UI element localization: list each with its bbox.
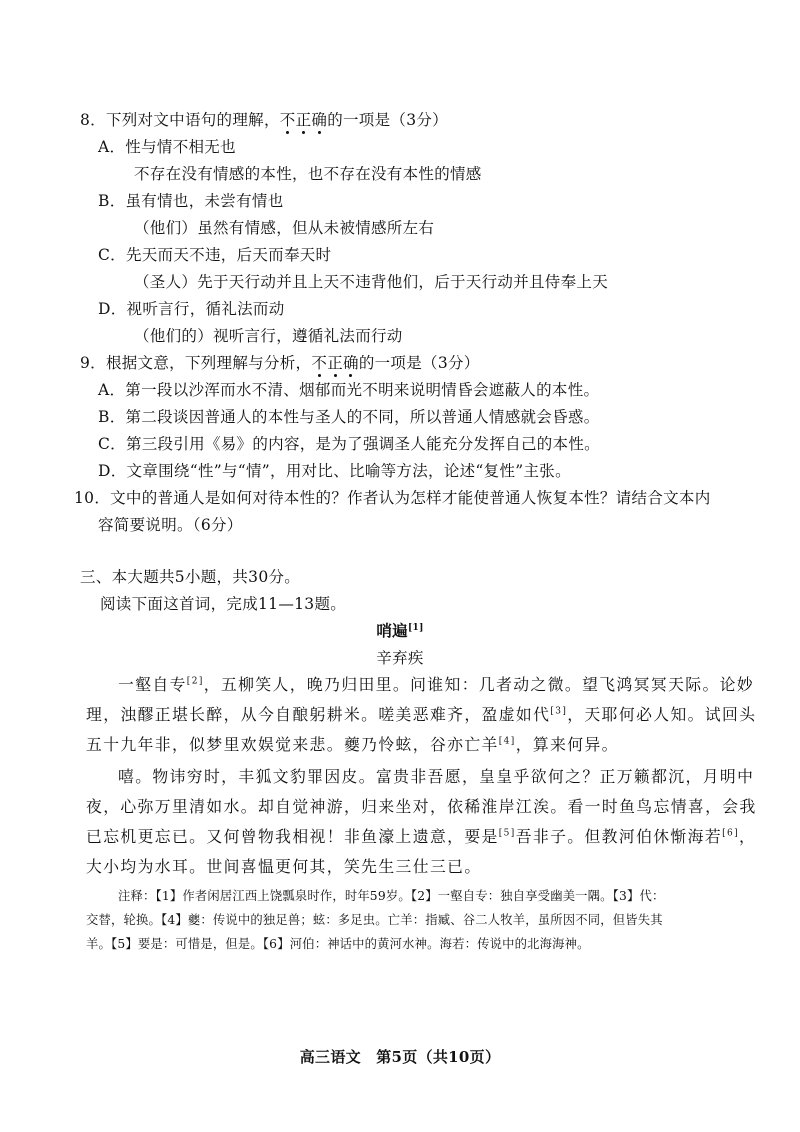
poem-stanza1-line3 — [86, 734, 619, 756]
notes-line2: 交替，轮换。【4】夔：传说中的独足兽；蚿：多足虫。亡羊：指臧、谷二人牧羊，虽所因不同，但皆失其 — [86, 913, 663, 927]
q8-option-c: C．先天而天不违，后天而奉天时 — [98, 246, 332, 264]
emphasis-char: 确 — [311, 111, 328, 129]
q10-stem-line2: 容简要说明。（6分） — [98, 516, 243, 534]
poem-text: ，算来何异。 — [515, 735, 619, 754]
q9-stem-text: 9．根据文意，下列理解与分析， — [80, 354, 312, 372]
q9-option-a: A．第一段以沙浑而水不清、烟郁而光不明来说明情昏会遮蔽人的本性。 — [98, 381, 600, 399]
q9-stem-score: 的一项是（3分） — [358, 354, 480, 372]
poem-author: 辛弃疾 — [376, 649, 424, 667]
poem-text: 理，浊醪正堪长醉，从今自酿躬耕米。嗟美恶难齐，盈虚如代 — [86, 705, 551, 724]
poem-stanza1-line1 — [118, 674, 754, 696]
poem-text: ，天耶何必人知。试回头 — [567, 705, 757, 724]
poem-stanza1-line2 — [86, 704, 756, 726]
notes-line3: 羊。【5】要是：可惜是，但是。【6】河伯：神话中的黄河水神。海若：传说中的北海海神。 — [86, 937, 590, 951]
section3-instruction: 阅读下面这首词，完成11—13题。 — [100, 595, 347, 613]
q8-option-b: B．虽有情也，未尝有情也 — [98, 192, 284, 210]
q8-option-c-explanation: （圣人）先于天行动并且上天不违背他们，后于天行动并且侍奉上天 — [134, 273, 609, 291]
poem-stanza2-line3 — [86, 826, 756, 848]
q9-option-d: D．文章围绕“性”与“情”，用对比、比喻等方法，论述“复性”主张。 — [98, 462, 571, 480]
poem-title-text: 哨遍 — [376, 621, 408, 640]
emphasis-char: 不 — [311, 354, 328, 372]
poem-stanza2-line1: 嘻。物讳穷时，丰狐文豹罪因皮。富贵非吾愿，皇皇乎欲何之？正万籁都沉，月明中 — [118, 767, 755, 786]
page-footer: 高三语文 第5页（共10页） — [299, 1048, 501, 1066]
q8-option-d-explanation: （他们的）视听言行，遵循礼法而行动 — [134, 327, 403, 345]
q10-stem-line1: 10．文中的普通人是如何对待本性的？作者认为怎样才能使普通人恢复本性？请结合文本内 — [74, 489, 711, 507]
emphasis-char: 确 — [343, 354, 359, 372]
poem-stanza2-line2: 夜，心弥万里清如水。却自觉神游，归来坐对，依稀淮岸江涘。看一时鱼鸟忘情喜，会我 — [86, 797, 757, 816]
footnote-ref: [2] — [186, 676, 204, 687]
poem-text: 五十九年非，似梦里欢娱觉来悲。夔乃怜蚿，谷亦亡羊 — [86, 735, 499, 754]
q8-option-b-explanation: （他们）虽然有情感，但从未被情感所左右 — [134, 219, 435, 237]
footnote-ref: [3] — [550, 706, 568, 717]
poem-text: 吾非子。但教河伯休惭海若 — [515, 827, 723, 846]
poem-title — [0, 620, 800, 642]
notes-line1: 注释：【1】作者闲居江西上饶瓢泉时作，时年59岁。【2】一壑自专：独自享受幽美一隅。【3】代： — [118, 889, 665, 903]
q8-stem-text: 8．下列对文中语句的理解， — [80, 111, 280, 129]
q9-option-c: C．第三段引用《易》的内容，是为了强调圣人能充分发挥自己的本性。 — [98, 435, 600, 453]
footnote-ref: [1] — [407, 622, 424, 633]
poem-stanza2-line4: 大小均为水耳。世间喜愠更何其，笑先生三仕三已。 — [86, 857, 482, 876]
poem-text: ， — [739, 827, 757, 846]
q8-option-a: A．性与情不相无也 — [98, 138, 236, 156]
q8-stem-score: 的一项是（3分） — [327, 111, 448, 129]
footnote-ref: [4] — [498, 736, 516, 747]
poem-text: 一壑自专 — [118, 675, 187, 694]
emphasis-char: 正 — [327, 354, 343, 372]
emphasis-char: 正 — [295, 111, 312, 129]
poem-text: ，五柳笑人，晚乃归田里。问谁知：几者动之微。望飞鸿冥冥天际。论妙 — [203, 675, 755, 694]
footnote-ref: [5] — [498, 828, 516, 839]
emphasis-char: 不 — [279, 111, 296, 129]
q9-option-b: B．第二段谈因普通人的本性与圣人的不同，所以普通人情感就会昏惑。 — [98, 408, 600, 426]
footnote-ref: [6] — [722, 828, 740, 839]
q9-stem — [80, 352, 480, 374]
q8-stem — [80, 109, 448, 131]
q8-option-a-explanation: 不存在没有情感的本性，也不存在没有本性的情感 — [134, 165, 482, 183]
section3-heading: 三、本大题共5小题，共30分。 — [80, 568, 301, 586]
poem-text: 已忘机更忘已。又何曾物我相视！非鱼濠上遗意，要是 — [86, 827, 499, 846]
q8-option-d: D．视听言行，循礼法而动 — [98, 300, 285, 318]
